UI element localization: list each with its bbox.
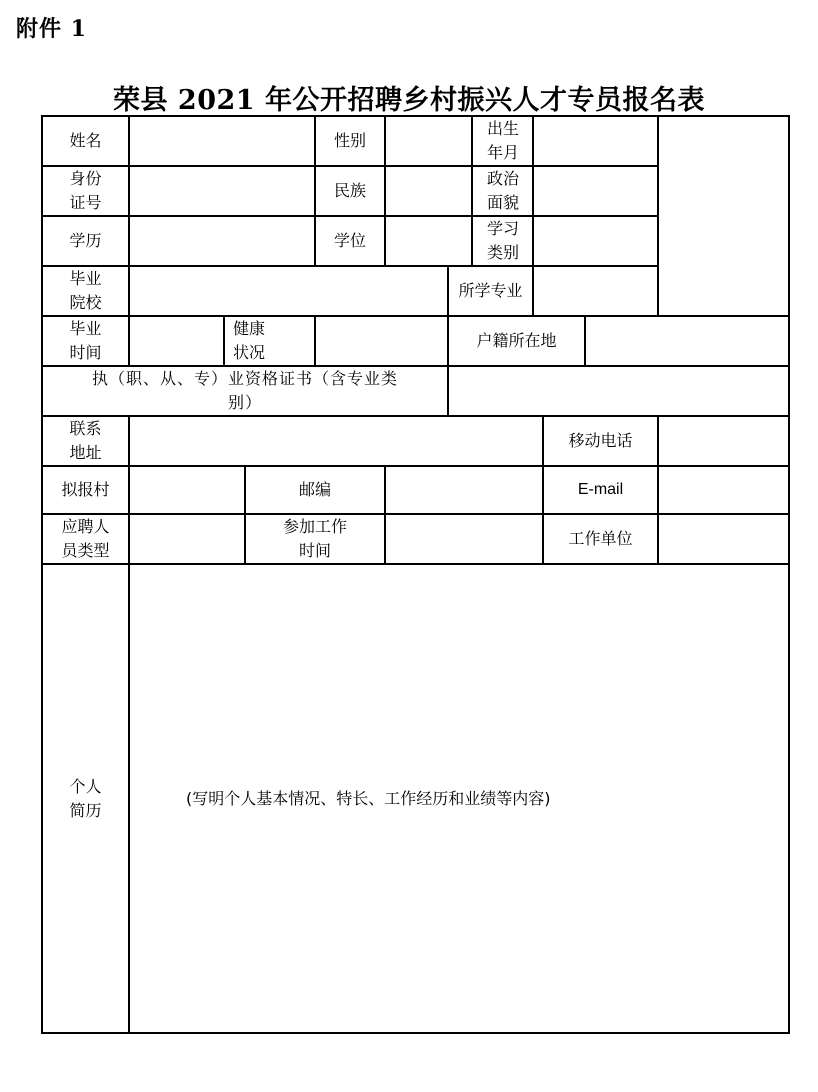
label-name: 姓名: [42, 116, 129, 166]
field-resume[interactable]: [129, 564, 789, 1033]
registration-form-table: [41, 115, 790, 1034]
field-address[interactable]: [129, 416, 543, 466]
label-school: 毕业 院校: [42, 266, 129, 316]
label-email: E-mail: [543, 466, 658, 514]
field-work-start-time[interactable]: [385, 514, 543, 564]
field-id-number[interactable]: [129, 166, 315, 216]
form-row-graduation: [42, 316, 789, 366]
field-education[interactable]: [129, 216, 315, 266]
form-row-name: [42, 116, 789, 166]
label-birth-date: 出生 年月: [472, 116, 533, 166]
label-education: 学历: [42, 216, 129, 266]
field-employer[interactable]: [658, 514, 789, 564]
field-gender[interactable]: [385, 116, 472, 166]
field-study-type[interactable]: [533, 216, 658, 266]
photo-box[interactable]: [658, 116, 789, 316]
label-political-status: 政治 面貌: [472, 166, 533, 216]
field-name[interactable]: [129, 116, 315, 166]
attachment-label: 附件 1: [16, 16, 87, 42]
label-resume: 个人 简历: [42, 564, 129, 1033]
field-graduation-time[interactable]: [129, 316, 224, 366]
label-health: 健康 状况: [224, 316, 315, 366]
label-address: 联系 地址: [42, 416, 129, 466]
label-ethnicity: 民族: [315, 166, 385, 216]
field-village[interactable]: [129, 466, 245, 514]
label-id-number: 身份 证号: [42, 166, 129, 216]
form-row-village: [42, 466, 789, 514]
resume-hint: (写明个人基本情况、特长、工作经历和业绩等内容): [186, 788, 551, 808]
label-postcode: 邮编: [245, 466, 385, 514]
label-mobile: 移动电话: [543, 416, 658, 466]
label-gender: 性别: [315, 116, 385, 166]
label-hukou: 户籍所在地: [448, 316, 585, 366]
field-hukou[interactable]: [585, 316, 789, 366]
label-work-start-time: 参加工作 时间: [245, 514, 385, 564]
form-title: 荣县 2021 年公开招聘乡村振兴人才专员报名表: [113, 85, 705, 116]
field-birth-date[interactable]: [533, 116, 658, 166]
label-study-type: 学习 类别: [472, 216, 533, 266]
label-applicant-type: 应聘人 员类型: [42, 514, 129, 564]
field-political-status[interactable]: [533, 166, 658, 216]
field-major[interactable]: [533, 266, 658, 316]
field-ethnicity[interactable]: [385, 166, 472, 216]
field-applicant-type[interactable]: [129, 514, 245, 564]
field-email[interactable]: [658, 466, 789, 514]
label-graduation-time: 毕业 时间: [42, 316, 129, 366]
field-postcode[interactable]: [385, 466, 543, 514]
label-degree: 学位: [315, 216, 385, 266]
label-certificate: 执（职、从、专）业资格证书（含专业类 别）: [42, 366, 448, 416]
field-degree[interactable]: [385, 216, 472, 266]
field-certificate[interactable]: [448, 366, 789, 416]
field-mobile[interactable]: [658, 416, 789, 466]
label-employer: 工作单位: [543, 514, 658, 564]
label-major: 所学专业: [448, 266, 533, 316]
field-school[interactable]: [129, 266, 448, 316]
form-row-address: [42, 416, 789, 466]
field-health[interactable]: [315, 316, 448, 366]
label-village: 拟报村: [42, 466, 129, 514]
form-row-resume: [42, 564, 789, 1033]
form-row-certificate: [42, 366, 789, 416]
form-row-applicant-type: [42, 514, 789, 564]
